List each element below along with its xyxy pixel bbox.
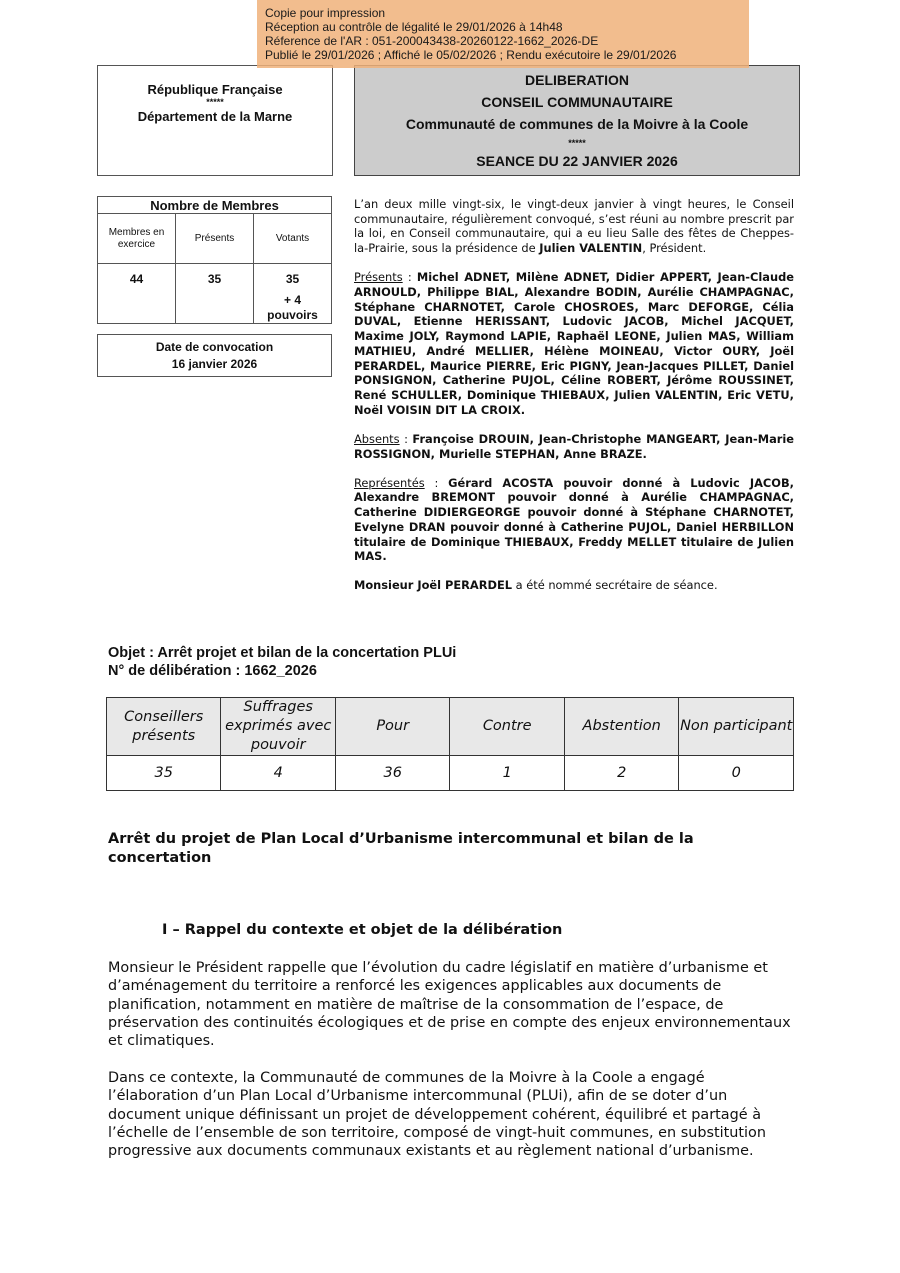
department-label: Département de la Marne <box>137 109 293 124</box>
intro-suffix: , Président. <box>642 241 707 256</box>
votes-value: 4 <box>221 756 335 791</box>
representes-paragraph <box>354 476 794 564</box>
section-title: I – Rappel du contexte et objet de la délibération <box>162 922 563 938</box>
secretaire-paragraph <box>354 578 794 593</box>
absents-names: Françoise DROUIN, Jean-Christophe MANGEART, Jean-Marie ROSSIGNON, Murielle STEPHAN, Anne BRAZE. <box>354 431 794 461</box>
members-table-title: Nombre de Membres <box>98 197 332 214</box>
votants-proxy-label: pouvoirs <box>267 308 318 322</box>
deliberation-main-title: Arrêt du projet de Plan Local d’Urbanisme intercommunal et bilan de la concertation <box>108 831 694 866</box>
header-membres-exercice: Membres en exercice <box>98 214 176 264</box>
intro-paragraph <box>354 197 794 256</box>
stamp-line: Copie pour impression <box>265 6 386 20</box>
council-label: CONSEIL COMMUNAUTAIRE <box>481 94 673 110</box>
objet-title: Objet : Arrêt projet et bilan de la concertation PLUi <box>108 645 457 661</box>
header-votants: Votants <box>254 214 332 264</box>
session-date: SEANCE DU 22 JANVIER 2026 <box>476 153 678 169</box>
votes-header: Abstention <box>564 698 678 756</box>
community-name: Communauté de communes de la Moivre à la Coole <box>405 116 749 132</box>
votes-table <box>106 697 794 791</box>
deliberation-number: N° de délibération : 1662_2026 <box>108 663 317 679</box>
convocation-date: 16 janvier 2026 <box>171 357 258 371</box>
separator: : <box>399 431 413 446</box>
secretaire-text: a été nommé secrétaire de séance. <box>512 578 718 593</box>
body-paragraph: Dans ce contexte, la Communauté de communes de la Moivre à la Coole a engagé l’élaboration d’un Plan Local d’Urbanisme intercommunal (PLUi), afin de se doter d’un document unique définissant un projet de développement cohérent, équilibré et partagé à l’échelle de l’ensemble de son territoire, composé de vingt-huit communes, en substitution progressive aux documents communaux existants et au règlement national d’urbanisme. <box>108 1070 766 1160</box>
votes-header: Pour <box>335 698 449 756</box>
representes-names: Gérard ACOSTA pouvoir donné à Ludovic JACOB, Alexandre BREMONT pouvoir donné à Aurélie CHAMPAGNAC, Catherine DIDIERGEORGE pouvoir donné à Stéphane CHARNOTET, Evelyne DRAN pouvoir donné à Catherine PUJOL, Daniel HERBILLON titulaire de Dominique THIEBAUX, Freddy MELLET titulaire de Julien MAS. <box>354 475 794 564</box>
separator: : <box>402 270 417 285</box>
votes-value: 1 <box>450 756 564 791</box>
votes-header: Suffrages exprimés avec pouvoir <box>221 698 335 756</box>
votes-value: 35 <box>107 756 221 791</box>
presents-label: Présents <box>354 270 403 285</box>
representes-label: Représentés <box>354 475 425 490</box>
value-votants <box>254 264 332 324</box>
republic-label: République Française <box>147 82 283 97</box>
absents-paragraph <box>354 432 794 461</box>
secretaire-name: Monsieur Joël PERARDEL <box>354 578 513 593</box>
value-membres-exercice: 44 <box>98 264 176 324</box>
convocation-label: Date de convocation <box>155 340 274 354</box>
objet-block <box>108 644 456 680</box>
absents-label: Absents <box>354 431 400 446</box>
members-table <box>97 196 332 324</box>
legality-stamp <box>257 0 749 68</box>
stamp-line: Publié le 29/01/2026 ; Affiché le 05/02/2026 ; Rendu exécutoire le 29/01/2026 <box>265 48 677 62</box>
stamp-line: Réference de l'AR : 051-200043438-20260122-1662_2026-DE <box>265 34 599 48</box>
body-paragraph: Monsieur le Président rappelle que l’évolution du cadre législatif en matière d’urbanisme et d’aménagement du territoire a renforcé les exigences applicables aux documents de planification, notamment en matière de maîtrise de la consommation de l’espace, de préservation des continuités écologiques et de prise en compte des enjeux environnementaux et climatiques. <box>108 960 791 1050</box>
votes-header: Non participant <box>679 698 794 756</box>
value-presents: 35 <box>176 264 254 324</box>
presents-paragraph <box>354 270 794 417</box>
deliberation-header-box <box>354 65 800 176</box>
president-name: Julien VALENTIN <box>539 241 643 256</box>
votants-count: 35 <box>285 272 300 286</box>
stamp-line: Réception au contrôle de légalité le 29/01/2026 à 14h48 <box>265 20 563 34</box>
votes-value: 2 <box>564 756 678 791</box>
intro-text: L’an deux mille vingt-six, le vingt-deux janvier à vingt heures, le Conseil communautaire, régulièrement convoqué, s’est réuni au nombre prescrit par la loi, en Conseil communautaire, qui a eu lieu Salle des fêtes de Cheppes-la-Prairie, sous la présidence de <box>354 197 794 256</box>
header-presents: Présents <box>176 214 254 264</box>
separator-stars: ***** <box>206 97 224 107</box>
votes-header: Conseillers présents <box>107 698 221 756</box>
votes-value: 36 <box>335 756 449 791</box>
attendance-section <box>354 197 794 608</box>
votes-value: 0 <box>679 756 794 791</box>
presents-names: Michel ADNET, Milène ADNET, Didier APPERT, Jean-Claude ARNOULD, Philippe BIAL, Alexandre BODIN, Aurélie CHAMPAGNAC, Stéphane CHARNOTET, Carole CHOSROES, Marc DEFORGE, Célia DUVAL, Etienne HERISSANT, Ludovic JACOB, Michel JACQUET, Maxime JOLY, Raymond LAPIE, Raphaël LEONE, Julien MAS, William MATHIEU, André MELLIER, Hélène MOINEAU, Victor OURY, Joël PERARDEL, Maurice PIERRE, Eric PIGNY, Jean-Jacques PILLET, Daniel PONSIGNON, Catherine PUJOL, Céline ROBERT, Jérôme ROUSSINET, René SCHULLER, Dominique THIEBAUX, Julien VALENTIN, Eric VETU, Noël VOISIN DIT LA CROIX. <box>354 270 794 417</box>
separator-stars: ***** <box>568 138 586 148</box>
votes-header: Contre <box>450 698 564 756</box>
votants-proxy-count: + 4 <box>283 293 301 307</box>
separator: : <box>424 475 449 490</box>
deliberation-label: DELIBERATION <box>525 72 629 88</box>
republic-header-box <box>97 65 333 176</box>
convocation-box <box>97 334 332 377</box>
